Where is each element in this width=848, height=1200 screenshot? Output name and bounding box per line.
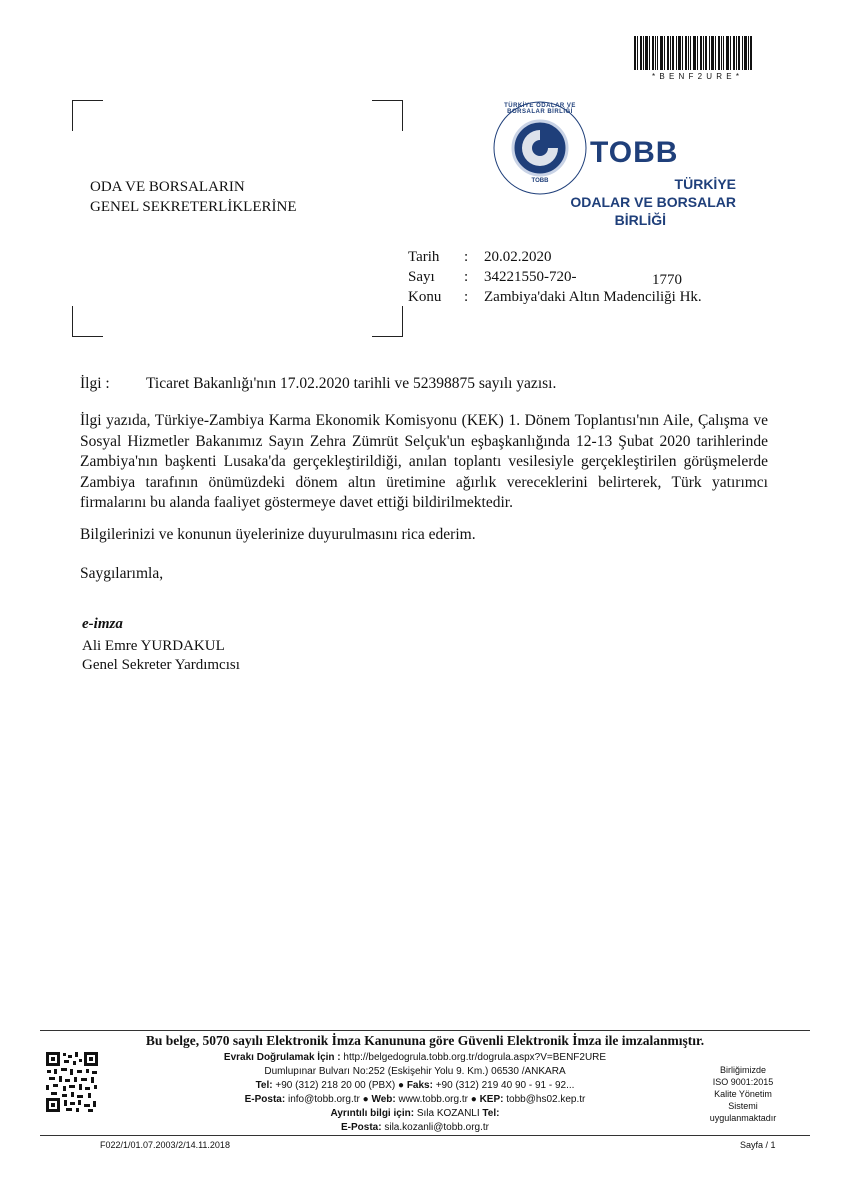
ilgi-text: Ticaret Bakanlığı'nın 17.02.2020 tarihli ve 52398875 sayılı yazısı. [146,375,557,392]
iso-line-5: uygulanmaktadır [709,1113,777,1123]
detail-name: Sıla KOZANLI [416,1108,480,1119]
form-code: F022/1/01.07.2003/2/14.11.2018 [100,1140,230,1150]
tobb-sub-2: ODALAR VE BORSALAR [570,194,736,210]
footer-phone [180,1080,650,1091]
tobb-sub-1: TÜRKİYE [674,176,736,192]
bullet-2: ● [362,1094,369,1105]
tarih-value: 20.02.2020 [484,249,552,265]
window-corner-br [372,306,403,337]
tobb-sub-3: BİRLİĞİ [614,212,666,228]
footer-contact-email [180,1122,650,1133]
page-number: Sayfa / 1 [740,1140,776,1150]
window-corner-tr [372,100,403,131]
detail-label: Ayrıntılı bilgi için: [330,1108,415,1119]
paragraph-2: Bilgilerinizi ve konunun üyelerinize duyurulmasını rica ederim. [80,526,476,543]
footer-address: Dumlupınar Bulvarı No:252 (Eskişehir Yolu 9. Km.) 06530 /ANKARA [264,1066,566,1077]
seal-ring-text: TÜRKİYE ODALAR VE BORSALAR BİRLİĞİ [504,103,576,115]
footer-top-rule [40,1030,810,1031]
ilgi-line [80,375,556,393]
closing: Saygılarımla, [80,565,164,582]
verify-url[interactable]: http://belgedogrula.tobb.org.tr/dogrula.aspx?V=BENF2URE [343,1052,607,1063]
konu-colon: : [464,289,469,305]
web-label: Web: [371,1094,396,1105]
detail-tel-label: Tel: [482,1108,500,1119]
footer-bottom-rule [40,1135,810,1136]
bullet-1: ● [397,1080,405,1091]
tobb-title: TOBB [590,136,679,169]
recipient-line-2: GENEL SEKRETERLİKLERİNE [90,199,297,215]
kep-value: tobb@hs02.kep.tr [506,1094,586,1105]
tarih-colon: : [464,249,469,265]
sayi-label: Sayı [408,269,435,285]
sayi-number: 1770 [652,272,682,288]
paragraph-1: İlgi yazıda, Türkiye-Zambiya Karma Ekonomik Komisyonu (KEK) 1. Dönem Toplantısı'nın Aile, Çalışma ve Sosyal Hizmetler Bakanımız Sayın Zehra Zümrüt Selçuk'un eşbaşkanlığında 12-13 Şubat 2020 tarihlerinde Zambiya'nın başkenti Lusaka'da gerçekleştirildiği, anılan toplantı vesilesiyle gerçekleştirilen görüşmelerde Zambiya tarafının önümüzdeki dönem altın üretimine ağırlık vereceklerini belirterek, Türk yatırımcı firmalarını bu alanda faaliyet göstermeye davet ettiği bildirilmektedir. [80,412,768,511]
iso-note [690,1064,796,1124]
web-value[interactable]: www.tobb.org.tr [398,1094,468,1105]
verify-label: Evrakı Doğrulamak İçin : [223,1052,341,1063]
window-corner-bl [72,306,103,337]
email-value[interactable]: info@tobb.org.tr [287,1094,360,1105]
signer-title: Genel Sekreter Yardımcısı [82,657,240,673]
ilgi-label: İlgi : [80,375,110,392]
barcode-image [634,36,752,72]
tel-value: +90 (312) 218 20 00 (PBX) [275,1080,396,1091]
meta-sayi [408,269,577,286]
fax-label: Faks: [406,1080,433,1091]
footer-detail [180,1108,650,1119]
meta-konu [408,289,702,306]
tarih-label: Tarih [408,249,440,265]
recipient-block [90,177,297,217]
footer-notice: Bu belge, 5070 sayılı Elektronik İmza Kanununa göre Güvenli Elektronik İmza ile imzalanmıştır. [145,1033,705,1048]
footer-verify [180,1052,650,1063]
eimza-label: e-imza [82,616,123,632]
konu-label: Konu [408,289,442,305]
iso-line-4: Sistemi [728,1101,758,1111]
footer-contact [180,1094,650,1105]
fax-value: +90 (312) 219 40 90 - 91 - 92... [435,1080,575,1091]
signer-name: Ali Emre YURDAKUL [82,638,225,654]
kep-label: KEP: [479,1094,504,1105]
recipient-line-1: ODA VE BORSALARIN [90,179,245,195]
sayi-colon: : [464,269,469,285]
qr-code-image [46,1052,98,1112]
barcode-code: * B E N F 2 U R E * [652,72,740,81]
iso-line-2: ISO 9001:2015 [712,1077,774,1087]
email-label: E-Posta: [244,1094,286,1105]
konu-value: Zambiya'daki Altın Madenciliği Hk. [484,289,702,305]
bullet-3: ● [470,1094,477,1105]
iso-line-1: Birliğimizde [719,1065,766,1075]
seal-small-text: TOBB [531,178,549,184]
contact-email-label: E-Posta: [341,1122,382,1133]
window-corner-tl [72,100,103,131]
meta-tarih [408,249,552,266]
contact-email-value[interactable]: sila.kozanli@tobb.org.tr [384,1122,489,1133]
tel-label: Tel: [255,1080,273,1091]
iso-line-3: Kalite Yönetim [714,1089,772,1099]
sayi-value: 34221550-720- [484,269,577,285]
